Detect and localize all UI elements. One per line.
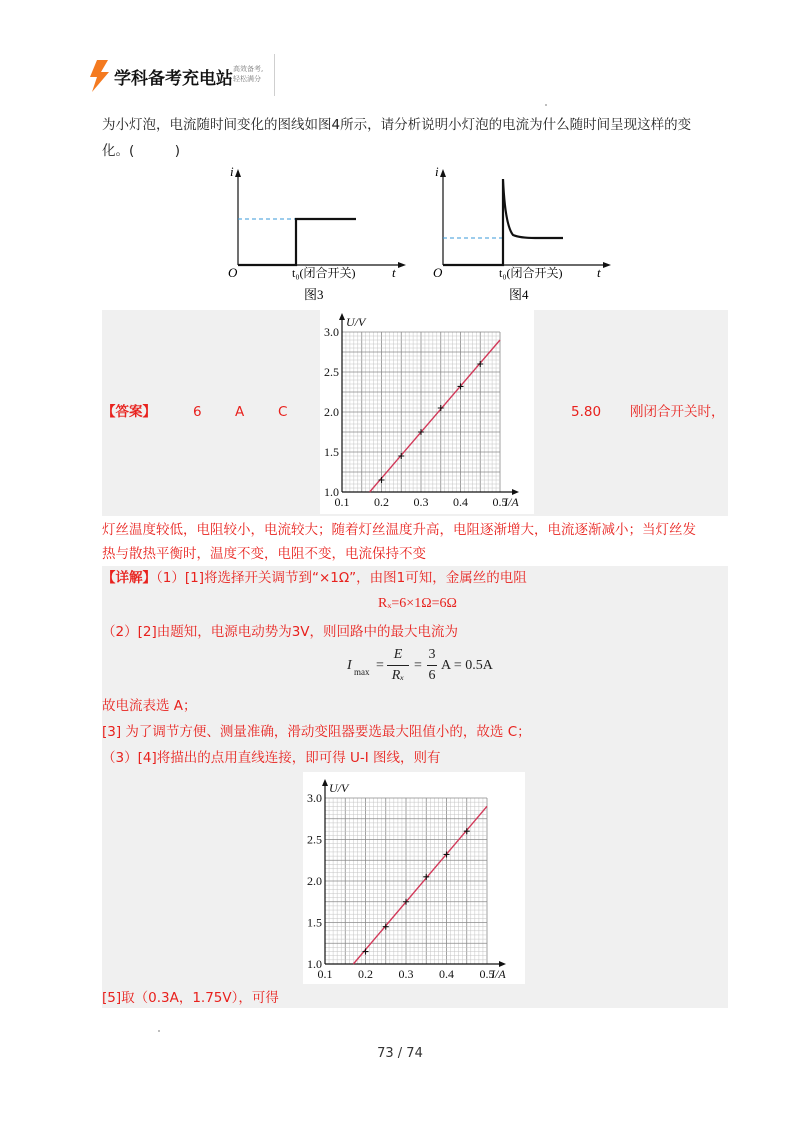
y-tick-label: 3.0	[307, 791, 322, 805]
y-tick-label: 3.0	[324, 325, 339, 339]
x-tick-label: 0.1	[317, 967, 333, 981]
header-divider	[274, 54, 275, 96]
y-tick-label: 2.5	[324, 365, 339, 379]
detail-p1: （1）[1]将选择开关调节到“×1Ω”，由图1可知，金属丝的电阻	[156, 570, 527, 586]
formula-den2: 6	[428, 668, 436, 683]
x-tick-label: 0.5	[479, 967, 495, 981]
x-tick-label: 0.5	[492, 495, 508, 509]
x-tick-label: 0.3	[413, 495, 429, 509]
fig3-xlabel: t	[392, 265, 396, 280]
detail-p6: [5]取（0.3A，1.75V），可得	[102, 990, 279, 1006]
detail-p3: 故电流表选 A；	[102, 698, 197, 714]
data-point	[363, 949, 369, 955]
logo-subtitle: 高效备考, 轻松满分	[233, 65, 264, 83]
x-tick-label: 0.1	[334, 495, 350, 509]
detail-p1-equation: Rₓ=6×1Ω=6Ω	[378, 596, 457, 611]
detail-line-1	[102, 568, 527, 588]
formula-num2: 3	[428, 647, 436, 662]
answer-cont-1: 灯丝温度较低，电阻较小，电流较大；随着灯丝温度升高，电阻逐渐增大，电流逐渐减小；当灯丝发	[102, 522, 696, 538]
question-line-1: 为小灯泡，电流随时间变化的图线如图4所示，请分析说明小灯泡的电流为什么随时间呈现这样的变	[102, 117, 692, 133]
x-axis-label: I/A	[491, 967, 506, 981]
ui-chart-2-box	[303, 772, 525, 984]
detail-label: 【详解】	[102, 570, 156, 586]
answer-2: A	[235, 404, 245, 420]
fig3-caption: 图3	[304, 287, 324, 302]
header-logo	[88, 56, 278, 96]
figure-3	[220, 165, 410, 305]
ui-chart-2	[303, 772, 525, 984]
y-tick-label: 1.5	[307, 915, 322, 930]
lightning-bolt-icon	[88, 60, 110, 92]
detail-p4: [3] 为了调节方便、测量准确，滑动变阻器要选最大阻值小的，故选 C；	[102, 724, 531, 740]
fig3-current-curve	[238, 219, 356, 265]
answer-1: 6	[193, 404, 202, 420]
figure-4	[425, 165, 615, 305]
fig4-current-curve	[443, 179, 563, 265]
fig4-origin: O	[433, 265, 443, 280]
y-tick-label: 2.0	[307, 874, 322, 888]
fig3-origin: O	[228, 265, 238, 280]
x-tick-label: 0.2	[358, 967, 373, 981]
ui-chart-1	[320, 310, 534, 514]
y-axis-arrow	[339, 313, 345, 320]
y-tick-label: 1.5	[324, 445, 339, 459]
answer-4: 5.80	[571, 404, 602, 420]
fig3-ylabel: i	[230, 165, 234, 179]
answer-label: 【答案】	[102, 404, 156, 420]
answer-5: 刚闭合开关时，	[630, 404, 725, 420]
detail-p5: （3）[4]将描出的点用直线连接，即可得 U-I 图线，则有	[102, 750, 441, 766]
fig4-xlabel: t	[597, 265, 601, 280]
fig4-caption: 图4	[509, 287, 529, 302]
y-axis-arrow	[322, 779, 328, 786]
question-line-2: 化。( )	[102, 143, 181, 159]
x-axis-label: I/A	[504, 495, 519, 509]
formula-den1: Rₓ	[391, 668, 405, 683]
answer-cont-2: 热与散热平衡时，温度不变，电阻不变，电流保持不变	[102, 546, 426, 562]
page-number: 73 / 74	[377, 1046, 423, 1061]
answer-3: C	[278, 404, 288, 420]
formula-lhs: I	[347, 658, 352, 673]
x-tick-label: 0.3	[398, 967, 414, 981]
detail-p2: （2）[2]由题知，电源电动势为3V，则回路中的最大电流为	[102, 624, 459, 640]
logo-text: 学科备考充电站	[114, 69, 233, 89]
fig3-t0-label: t₀(闭合开关)	[292, 266, 356, 280]
ui-chart-1-box	[320, 310, 534, 514]
y-tick-label: 1.0	[324, 485, 339, 499]
formula-lhs-sub: max	[354, 667, 370, 677]
y-axis-label: U/V	[329, 781, 349, 795]
fig4-ylabel: i	[435, 165, 439, 179]
formula-num1: E	[393, 647, 403, 662]
x-tick-label: 0.2	[374, 495, 389, 509]
decorative-dot	[158, 1030, 160, 1032]
data-point	[379, 477, 385, 483]
decorative-dot	[545, 104, 547, 106]
x-tick-label: 0.4	[453, 495, 468, 509]
x-tick-label: 0.4	[439, 967, 454, 981]
y-tick-label: 2.5	[307, 832, 322, 847]
y-tick-label: 1.0	[307, 957, 322, 971]
formula-rhs: A = 0.5A	[441, 658, 493, 673]
max-current-formula: I max = E Rₓ = 3 6 A = 0.5A	[347, 647, 493, 683]
y-axis-label: U/V	[346, 315, 366, 329]
fig4-t0-label: t₀(闭合开关)	[499, 266, 563, 280]
y-tick-label: 2.0	[324, 405, 339, 419]
